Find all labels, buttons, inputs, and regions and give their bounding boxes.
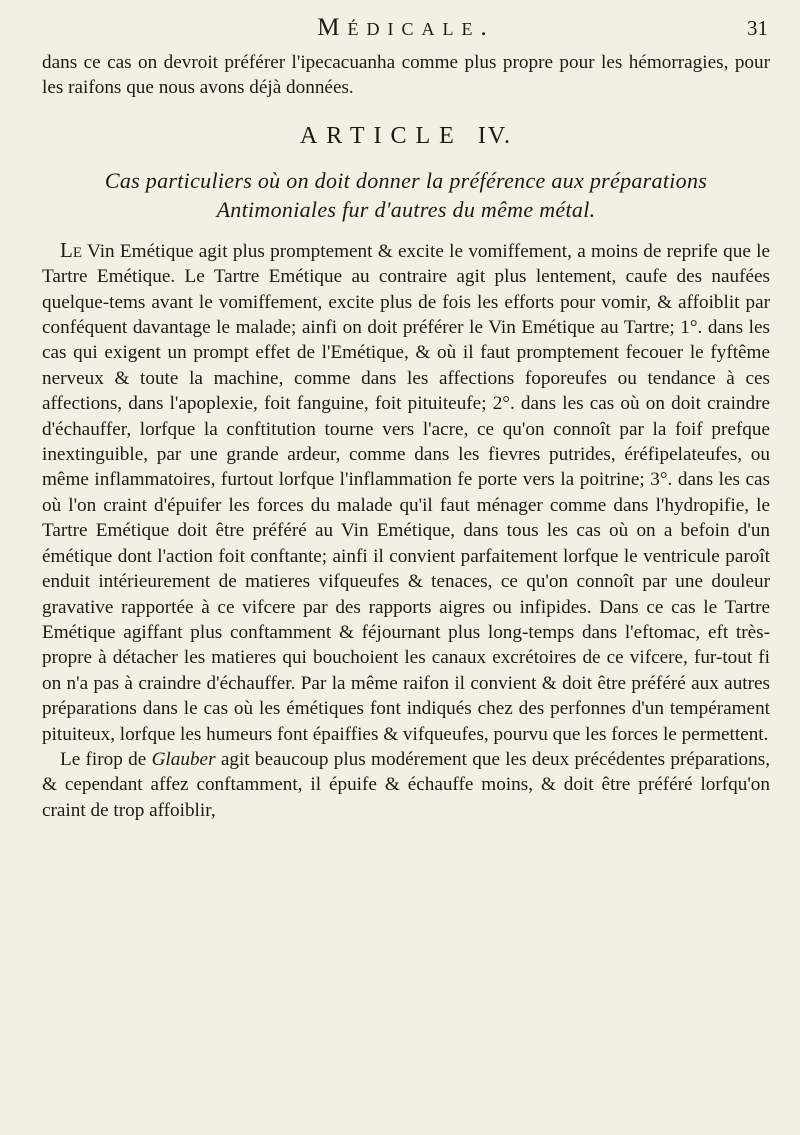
paragraph-1	[42, 238, 770, 747]
page-number: 31	[747, 16, 768, 40]
paragraph-1-text: Vin Emétique agit plus promptement & excite le vomiffement, a moins de reprife que le Tartre Emétique. Le Tartre Emétique au contraire agit plus lentement, caufe des naufées quelque-tems avant le vomiffement, excite plus de fois les efforts pour vomir, & affoiblit par conféquent davantage le malade; ainfi on doit préférer le Vin Emétique au Tartre; 1°. dans les cas qui exigent un prompt effet de l'Emétique, & où il faut promptement fecouer le fyftême nerveux & toute la machine, comme dans les affections foporeufes ou tendance à ces affections, dans l'apoplexie, foit fanguine, foit pituiteufe; 2°. dans les cas où on doit craindre d'échauffer, lorfque la conftitution tourne vers l'acre, ce qu'on connoît par la foif prefque inextinguible, par une grande ardeur, comme dans les fievres putrides, éréfipelateufes, ou même inflammatoires, furtout lorfque l'inflammation fe porte vers la poitrine; 3°. dans les cas où l'on craint d'épuifer les forces du malade qu'il faut ménager comme dans l'hydropifie, le Tartre Emétique doit être préféré au Vin Emétique, dans tous les cas où on a befoin d'un émétique dont l'action foit conftante; ainfi il convient parfaitement lorfque le ventricule paroît enduit intérieurement de matieres vifqueufes & tenaces, ce qu'on connoît par une douleur gravative rapportée à ce vifcere par des rapports aigres ou infipides. Dans ce cas le Tartre Emétique agiffant plus conftamment & féjournant plus long-temps dans l'eftomac, eft très-propre à détacher les matieres qui bouchoient les canaux excrétoires de ce vifcere, fur-tout fi on n'a pas à craindre d'échauffer. Par la même raifon il convient & doit être préféré aux autres préparations dans le cas où les émétiques font indiqués chez des perfonnes d'un tempérament pituiteux, lorfque les humeurs font épaiffies & vifqueufes, pourvu que les forces le permettent.	[42, 240, 770, 745]
paragraph-2-text-after: agit beaucoup plus modérement que les deux précédentes préparations, & cependant affez conftamment, il épuife & échauffe moins, & doit être préféré lorfqu'on craint de trop affoiblir,	[42, 748, 770, 821]
intro-paragraph: dans ce cas on devroit préférer l'ipecacuanha comme plus propre pour les hémorragies, pour les raifons que nous avons déjà données.	[42, 52, 770, 99]
article-heading-word: ARTICLE	[299, 122, 463, 149]
article-heading	[42, 123, 770, 150]
running-title: Médicale.	[317, 14, 495, 41]
running-head	[42, 14, 770, 48]
paragraph-1-lead-word: Le	[60, 237, 82, 262]
paragraph-2-text-before: Le firop de	[60, 748, 147, 770]
paragraph-2	[42, 747, 770, 823]
paragraph-2-name: Glauber	[151, 748, 216, 770]
article-subtitle-line-1: Cas particuliers où on doit donner la préférence aux préparations	[104, 167, 708, 193]
article-heading-number: IV.	[477, 122, 513, 149]
article-subtitle	[42, 166, 770, 224]
article-subtitle-line-2: Antimoniales fur d'autres du même métal.	[216, 196, 596, 222]
